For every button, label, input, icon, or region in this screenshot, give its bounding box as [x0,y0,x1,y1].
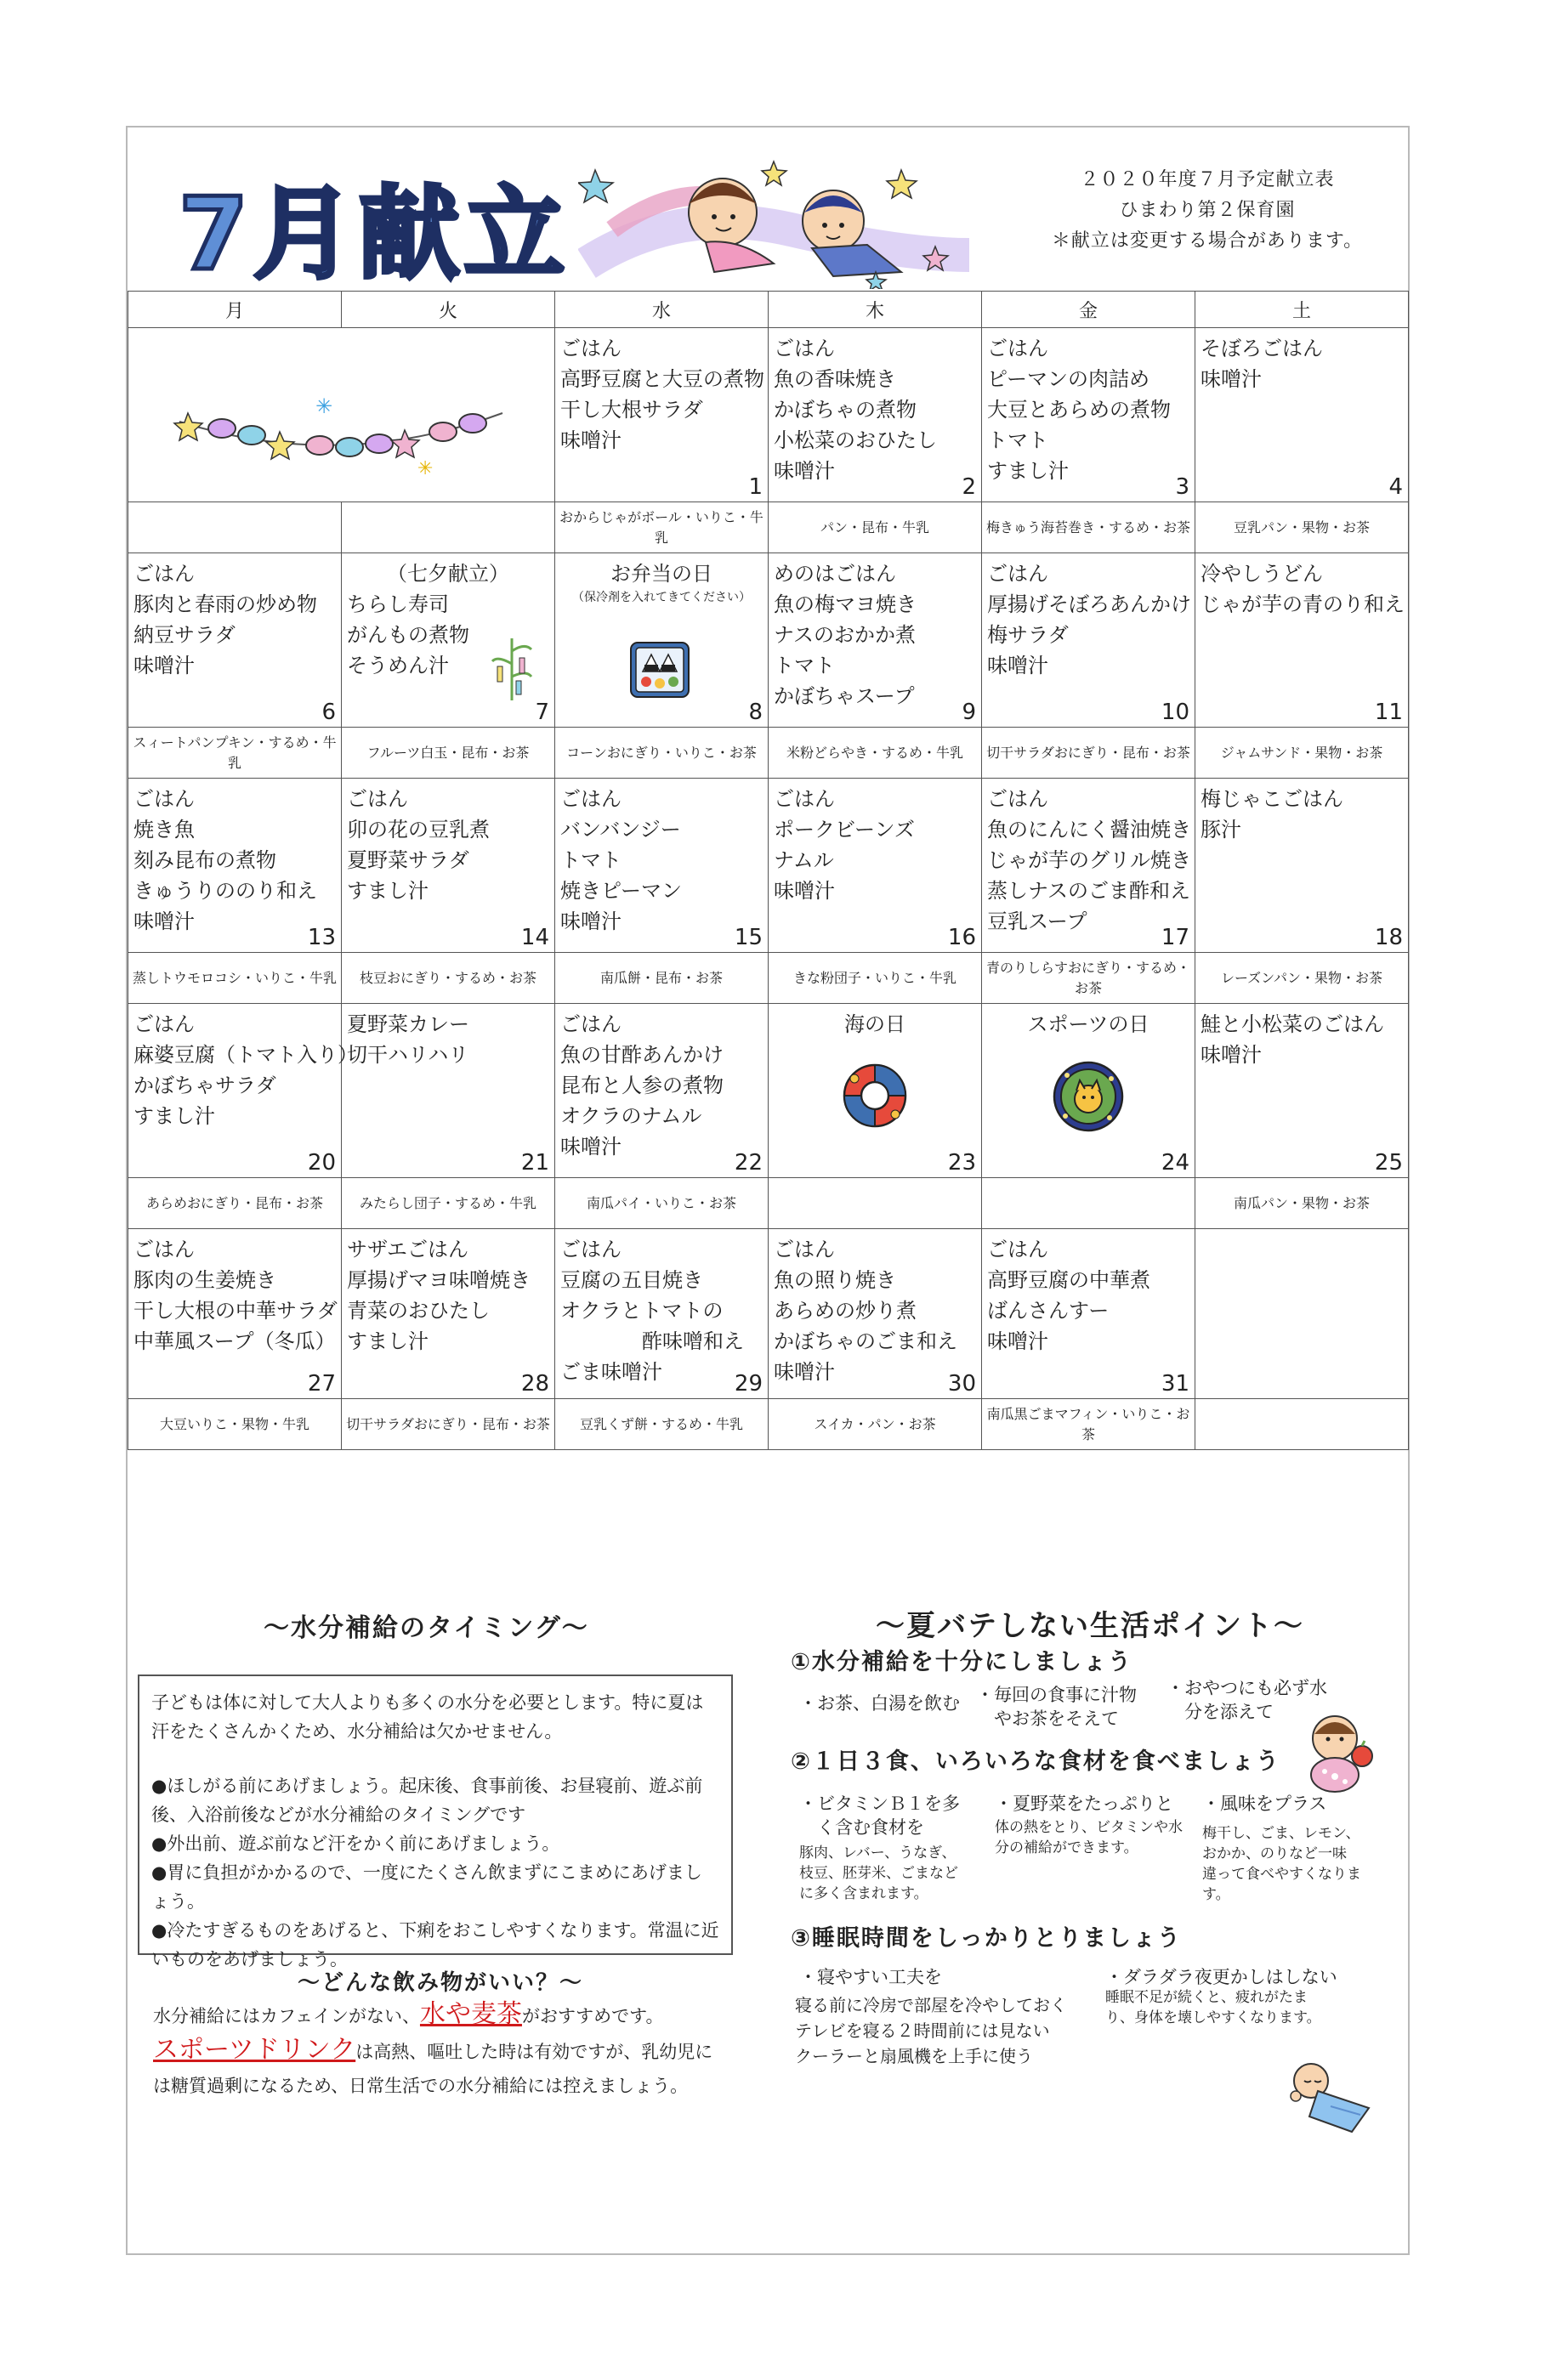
day-cell-22 [555,1004,769,1178]
point-text: 豚肉、レバー、うなぎ、 [799,1844,956,1862]
weekday-fri: 金 [982,292,1195,328]
point-text: テレビを寝る２時間前には見ない [795,2020,1050,2041]
dish: 味噌汁 [560,1135,622,1159]
snack-cell: 南瓜餅・昆布・お茶 [555,953,769,1004]
week-4-menu-row [128,1004,1409,1178]
dish: 味噌汁 [1201,367,1262,391]
snack-cell [982,1178,1195,1229]
day-number: 21 [520,1150,549,1176]
snack-cell: レーズンパン・果物・お茶 [1195,953,1409,1004]
dish: 卯の花の豆乳煮 [347,818,490,842]
dish: バンバンジー [560,818,681,842]
point-3-a-body [795,1992,1067,2069]
dish: ピーマンの肉詰め [987,367,1150,391]
week-3-snack-row [128,953,1409,1004]
point-text: 分の補給ができます。 [995,1839,1138,1856]
week-5-snack-row [128,1399,1409,1450]
dish: すまし汁 [987,459,1069,483]
dish: 中華風スープ（冬瓜） [133,1329,336,1353]
snack-cell: 米粉どらやき・するめ・牛乳 [769,728,982,779]
snack-cell [1195,1399,1409,1450]
weekday-sat: 土 [1195,292,1409,328]
dish: 夏野菜サラダ [347,848,469,872]
bento-box-icon [627,634,692,702]
snack-cell: 切干サラダおにぎり・昆布・お茶 [982,728,1195,779]
water-barley-tea-highlight: 水や麦茶 [419,1999,522,2029]
dish: サザエごはん [347,1238,469,1261]
day-number: 17 [1161,925,1189,950]
dish: きゅうりののり和え [133,879,317,903]
point-3-heading: ③睡眠時間をしっかりとりましょう [791,1925,1182,1952]
drinks-text-part: がおすすめです。 [521,2006,664,2026]
point-text: り、身体を壊しやすくなります。 [1105,2009,1321,2026]
dish: 味噌汁 [1201,1043,1262,1067]
dish: 麻婆豆腐（トマト入り） [133,1043,358,1067]
week-2-menu-row [128,553,1409,728]
event-title: 海の日 [844,1012,905,1036]
dish: 酢味噌和え [560,1329,744,1353]
snack-cell: 青のりしらすおにぎり・するめ・お茶 [982,953,1195,1004]
day-number: 3 [1175,474,1189,500]
svg-text:✳: ✳ [315,394,333,418]
menu-calendar [128,291,1409,1450]
dish: 高野豆腐の中華煮 [987,1268,1150,1292]
day-number: 4 [1388,474,1403,500]
day-cell-7 [342,553,555,728]
day-cell-28 [342,1229,555,1399]
dish: 豚肉と春雨の炒め物 [133,592,317,616]
dish: めのはごはん [774,562,896,586]
event-title: （七夕献立） [387,562,509,586]
day-cell-27 [128,1229,342,1399]
point-2-b-heading: ・夏野菜をたっぷりと [995,1794,1173,1814]
star-garland-icon [171,379,511,481]
point-text: 体の熱をとり、ビタミンや水 [995,1819,1183,1836]
page-title: 7月献立 [179,175,570,292]
day-cell-17 [982,779,1195,953]
day-number: 11 [1374,700,1403,725]
day-number: 1 [748,474,763,500]
weekday-thu: 木 [769,292,982,328]
point-2-c-body [1202,1823,1361,1905]
snack-cell: ジャムサンド・果物・お茶 [1195,728,1409,779]
dish: 納豆サラダ [133,623,236,647]
point-text: す。 [1202,1886,1230,1903]
dish: ごはん [774,337,835,360]
day-number: 14 [520,925,549,950]
point-text: く含む食材を [799,1817,924,1838]
dish: ごはん [347,787,408,811]
summer-points-title: ～夏バテしない生活ポイント～ [876,1609,1304,1643]
event-title: スポーツの日 [1027,1012,1149,1036]
dish: ごはん [560,1238,622,1261]
sports-drink-highlight: スポーツドリンク [153,2035,356,2065]
dish: トマト [560,848,622,872]
dish: ナムル [774,848,834,872]
dish: ごはん [987,1238,1048,1261]
dish: じゃが芋のグリル焼き [987,848,1191,872]
point-text: 分を添えて [1167,1702,1274,1722]
dish: ごはん [133,562,195,586]
dish: ごま味噌汁 [560,1360,662,1384]
snack-cell: おからじゃがボール・いりこ・牛乳 [555,502,769,553]
hydration-intro: 子どもは体に対して大人よりも多くの水分を必要とします。特に夏は汗をたくさんかくため、水分補給は欠かせません。 [151,1692,704,1742]
snack-cell [769,1178,982,1229]
baby-drinking-illustration [1292,1708,1386,1794]
dish: そぼろごはん [1201,337,1323,360]
dish: かぼちゃのごま和え [774,1329,957,1353]
week-3-menu-row [128,779,1409,953]
dish: ごはん [560,787,622,811]
weekday-wed: 水 [555,292,769,328]
nursery-name: ひまわり第２保育園 [1119,200,1296,221]
dish: 魚のにんにく醤油焼き [987,818,1191,842]
point-text: 枝豆、胚芽米、ごまなど [799,1865,958,1882]
point-2-b-body [995,1817,1183,1858]
point-1-a: ・お茶、白湯を飲む [799,1693,960,1714]
snack-cell: パン・昆布・牛乳 [769,502,982,553]
point-2-c-heading: ・風味をプラス [1202,1794,1327,1814]
day-cell-29 [555,1229,769,1399]
dish: 青菜のおひたし [347,1299,490,1323]
dish: がんもの煮物 [347,623,469,647]
day-cell-16 [769,779,982,953]
week-1-menu-row [128,328,1409,502]
snack-cell: 豆乳パン・果物・お茶 [1195,502,1409,553]
point-text: やお茶をそえて [976,1708,1119,1729]
day-cell-23 [769,1004,982,1178]
dish: 味噌汁 [560,428,622,452]
dish: 小松菜のおひたし [774,428,937,452]
day-number: 7 [535,700,549,725]
day-cell-6 [128,553,342,728]
dish: 魚の照り焼き [774,1268,896,1292]
week-2-snack-row [128,728,1409,779]
day-cell-9 [769,553,982,728]
dish: ごはん [774,787,835,811]
day-cell-18 [1195,779,1409,953]
dish: オクラとトマトの [560,1299,724,1323]
hydration-box [138,1674,733,1969]
menu-page [126,126,1410,2255]
dish: ごはん [133,787,195,811]
dish: 大豆とあらめの煮物 [987,398,1171,422]
sleeping-baby-illustration [1284,2057,1377,2134]
ball-icon [1050,1058,1127,1135]
week-4-snack-row [128,1178,1409,1229]
day-number: 31 [1161,1371,1189,1397]
dish: ばんさんすー [987,1299,1110,1323]
point-text: 寝る前に冷房で部屋を冷やしておく [795,1995,1067,2015]
dish: 干し大根サラダ [560,398,703,422]
day-number: 16 [947,925,976,950]
dish: トマト [774,654,835,677]
snack-cell: 豆乳くず餅・するめ・牛乳 [555,1399,769,1450]
hydration-bullet: ●ほしがる前にあげましょう。起床後、食事前後、お昼寝前、遊ぶ前後、入浴前後などが水分補給のタイミングです [151,1776,703,1825]
day-cell-1 [555,328,769,502]
weekday-mon: 月 [128,292,342,328]
dish: オクラのナムル [560,1104,702,1128]
point-3-a-heading: ・寝やすい工夫を [799,1967,942,1987]
day-number: 23 [947,1150,976,1176]
hydration-bullet: ●胃に負担がかかるので、一度にたくさん飲まずにこまめにあげましょう。 [151,1862,702,1912]
snack-cell: 蒸しトウモロコシ・いりこ・牛乳 [128,953,342,1004]
dish: 高野豆腐と大豆の煮物 [560,367,764,391]
snack-cell: あらめおにぎり・昆布・お茶 [128,1178,342,1229]
header-notes [1037,165,1377,257]
weekday-tue: 火 [342,292,555,328]
point-text: 梅干し、ごま、レモン、 [1202,1825,1360,1842]
dish: じゃが芋の青のり和え [1201,592,1405,616]
day-number: 9 [962,700,976,725]
dish: 刻み昆布の煮物 [133,848,276,872]
point-text: に多く含まれます。 [799,1885,928,1902]
bamboo-decoration-icon [491,634,533,702]
point-3-b-heading: ・ダラダラ夜更かしはしない [1105,1967,1337,1987]
dish: 豆腐の五目焼き [560,1268,703,1292]
dish: 焼きピーマン [560,879,683,903]
day-cell-13 [128,779,342,953]
orihime-hikoboshi-illustration [578,153,978,289]
day-cell-31 [982,1229,1195,1399]
day-cell-20 [128,1004,358,1178]
svg-text:✳: ✳ [417,458,434,479]
dish: 厚揚げマヨ味噌焼き [347,1268,531,1292]
point-text: 違って食べやすくなりま [1202,1866,1361,1883]
point-text: おかか、のりなど一味 [1202,1845,1347,1862]
dish: 魚の香味焼き [774,367,896,391]
day-cell-21 [342,1004,555,1178]
dish: 豚汁 [1201,818,1241,842]
snack-cell [128,502,342,553]
dish: ナスのおかか煮 [774,623,917,647]
point-2-a-heading [799,1792,960,1839]
change-note: ＊献立は変更する場合があります。 [1051,230,1364,252]
dish: 豚肉の生姜焼き [133,1268,276,1292]
dish: 昆布と人参の煮物 [560,1074,724,1097]
dish: すまし汁 [133,1104,215,1128]
dish: ごはん [774,1238,835,1261]
snack-cell: スイカ・パン・お茶 [769,1399,982,1450]
point-3-b-body [1105,1987,1321,2028]
day-number: 22 [734,1150,763,1176]
weekday-header-row [128,292,1409,328]
snack-cell: 南瓜黒ごまマフィン・いりこ・お茶 [982,1399,1195,1450]
snack-cell: 南瓜パン・果物・お茶 [1195,1178,1409,1229]
event-note: （保冷剤を入れてきてください） [572,591,751,604]
day-number: 30 [947,1371,976,1397]
day-number: 20 [307,1150,336,1176]
day-number: 25 [1374,1150,1403,1176]
snack-cell: コーンおにぎり・いりこ・お茶 [555,728,769,779]
dish: トマト [987,428,1048,452]
day-number: 8 [748,700,763,725]
week-1-snack-row [128,502,1409,553]
point-text: ・おやつにも必ず水 [1167,1678,1327,1698]
day-number: 27 [307,1371,336,1397]
dish: 味噌汁 [987,654,1048,677]
dish: 鮭と小松菜のごはん [1201,1012,1384,1036]
day-number: 29 [734,1371,763,1397]
dish: 梅じゃこごはん [1201,787,1343,811]
snack-cell: スィートパンプキン・するめ・牛乳 [128,728,342,779]
point-text: 睡眠不足が続くと、疲れがたま [1105,1989,1308,2006]
drinks-text-part: は糖質過剰になるため、日常生活での水分補給には控えましょう。 [153,2076,689,2096]
dish: 味噌汁 [560,910,622,933]
snack-cell: 梅きゅう海苔巻き・するめ・お茶 [982,502,1195,553]
dish: 冷やしうどん [1201,562,1323,586]
day-cell-15 [555,779,769,953]
point-text: ・毎回の食事に汁物 [976,1685,1137,1705]
day-number: 15 [734,925,763,950]
day-cell-30 [769,1229,982,1399]
day-number: 28 [520,1371,549,1397]
snack-cell: 大豆いりこ・果物・牛乳 [128,1399,342,1450]
dish: 夏野菜カレー [347,1012,469,1036]
day-cell-4 [1195,328,1409,502]
point-1-b [976,1683,1137,1731]
dish: かぼちゃサラダ [133,1074,276,1097]
drinks-text [153,1998,748,2103]
dish: 梅サラダ [987,623,1069,647]
dish: かぼちゃスープ [774,684,915,708]
event-title: お弁当の日 [610,562,712,586]
dish: ごはん [987,562,1048,586]
day-number: 13 [307,925,336,950]
point-1-heading: ①水分補給を十分にしましょう [791,1649,1132,1675]
hydration-bullet: ●外出前、遊ぶ前など汗をかく前にあげましょう。 [151,1833,560,1854]
dish: 味噌汁 [774,459,835,483]
dish: かぼちゃの煮物 [774,398,917,422]
dish: 味噌汁 [987,1329,1048,1353]
snack-cell: 南瓜パイ・いりこ・お茶 [555,1178,769,1229]
dish: 味噌汁 [774,1360,835,1384]
drinks-title: ～どんな飲み物がいい？～ [298,1970,584,1996]
dish: そうめん汁 [347,654,449,677]
drinks-text-part: 水分補給にはカフェインがない、 [153,2006,420,2026]
swim-ring-icon [832,1062,917,1130]
day-number: 2 [962,474,976,500]
dish: ごはん [133,1238,195,1261]
dish: 蒸しナスのごま酢和え [987,879,1191,903]
dish: 魚の甘酢あんかけ [560,1043,724,1067]
day-cell-3 [982,328,1195,502]
point-text: ・ビタミンＢ１を多 [799,1794,960,1814]
snack-cell [342,502,555,553]
day-cell-8 [555,553,769,728]
hydration-title: ～水分補給のタイミング～ [264,1613,589,1643]
drinks-text-part: は高熱、嘔吐した時は有効ですが、乳幼児に [355,2042,713,2062]
day-number: 6 [321,700,336,725]
dish: ポークビーンズ [774,818,915,842]
dish: 厚揚げそぼろあんかけ [987,592,1191,616]
day-number: 18 [1374,925,1403,950]
dish: あらめの炒り煮 [774,1299,917,1323]
dish: すまし汁 [347,879,429,903]
snack-cell: 枝豆おにぎり・するめ・お茶 [342,953,555,1004]
dish: すまし汁 [347,1329,429,1353]
dish: ごはん [987,337,1048,360]
day-cell-14 [342,779,555,953]
snack-cell: 切干サラダおにぎり・昆布・お茶 [342,1399,555,1450]
dish: 豆乳スープ [987,910,1087,933]
dish: 味噌汁 [774,879,835,903]
day-cell-24 [982,1004,1195,1178]
day-number: 10 [1161,700,1189,725]
dish: ごはん [560,1012,622,1036]
dish: 焼き魚 [133,818,195,842]
hydration-bullet: ●冷たすぎるものをあげると、下痢をおこしやすくなります。常温に近いものをあげましょう。 [151,1920,719,1969]
week-5-menu-row [128,1229,1409,1399]
dish: 味噌汁 [133,654,195,677]
dish: ちらし寿司 [347,592,449,616]
day-cell-11 [1195,553,1409,728]
day-cell-2 [769,328,982,502]
day-number: 24 [1161,1150,1189,1176]
point-2-a-body [799,1843,958,1904]
snack-cell: フルーツ白玉・昆布・お茶 [342,728,555,779]
point-2-heading: ②１日３食、いろいろな食材を食べましょう [791,1748,1280,1775]
day-cell-empty [1195,1229,1409,1399]
dish: ごはん [133,1012,195,1036]
dish: ごはん [560,337,622,360]
dish: 切干ハリハリ [347,1043,469,1067]
dish: 味噌汁 [133,910,195,933]
streamer-decoration-cell [128,328,555,502]
dish: 魚の梅マヨ焼き [774,592,917,616]
point-text: クーラーと扇風機を上手に使う [795,2046,1033,2066]
day-cell-10 [982,553,1195,728]
dish: 干し大根の中華サラダ [133,1299,338,1323]
snack-cell: みたらし団子・するめ・牛乳 [342,1178,555,1229]
dish: ごはん [987,787,1048,811]
day-cell-25 [1195,1004,1409,1178]
plan-title: ２０２０年度７月予定献立表 [1080,169,1335,190]
snack-cell: きな粉団子・いりこ・牛乳 [769,953,982,1004]
